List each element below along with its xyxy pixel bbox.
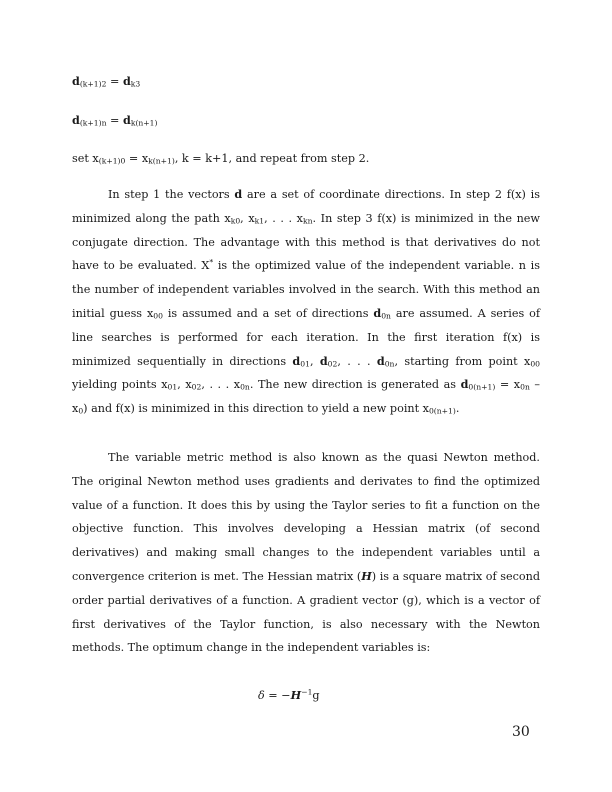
text: is the optimized value of the independent variable. n is the number of independent variables involved in the search. With this method an initial guess x [72,259,540,320]
text: – x [72,378,541,416]
equation-d-k1-2 [72,74,140,89]
text: ) is a square matrix of second order partial derivatives of a function. A gradient vector (g), which is a vector of first derivatives of the Taylor function, is also necessary with the Newton methods. The optimum change in the independent variables is: [72,569,540,655]
hessian-symbol: H [361,568,372,583]
subscript: 00 [530,359,541,369]
subscript: 01 [300,359,310,369]
subscript: k(n+1) [130,118,158,128]
subscript: (k+1)0 [98,156,126,166]
text: , k = k+1, and repeat from step 2. [174,152,370,165]
text: , x [177,378,192,392]
subscript: 0(n+1) [428,406,456,416]
vector-d: d [460,377,469,392]
vector-d: d [123,113,131,127]
equation-d-k1-n [72,113,158,128]
text: , . . . [337,354,377,368]
subscript: k(n+1) [148,156,175,166]
vector-d: d [72,113,80,127]
subscript: (k+1)n [79,118,107,128]
text: set x [72,152,99,165]
equals: = [106,114,123,127]
superscript: * [209,257,214,267]
vector-d: d [72,74,80,88]
equals: = [106,75,123,88]
subscript: 02 [191,382,202,392]
text: , [309,354,320,368]
text: , x [240,211,255,225]
subscript: 0(n+1) [468,382,496,392]
text: In step 1 the vectors [108,188,235,201]
subscript: 0n [384,359,395,369]
text: , . . . x [201,378,241,392]
text: The variable metric method is also known as the quasi Newton method. The original Newton method uses gradients and derivates to find the optimized value of a function. It does this by using the Taylor series to fit a function on the objective function. This involves developing a Hessian matrix (of second derivatives) and making small changes to the independent variables until a convergence criterion is met. The Hessian matrix ( [72,451,540,583]
text: . [455,402,460,416]
text: ) and f(x) is minimized in this direction to yield a new point x [83,402,429,416]
subscript: k1 [254,216,265,226]
text: , starting from point x [394,354,531,368]
subscript: 01 [167,382,178,392]
subscript: 0 [78,406,84,416]
page-number: 30 [512,724,530,740]
vector-d: d [376,353,385,368]
vector-d: d [292,353,301,368]
text: = x [495,378,521,392]
paragraph-powell-method [72,183,540,421]
set-x-instruction [72,152,369,166]
vector-d: d [319,353,328,368]
paragraph-variable-metric-method [72,446,540,660]
subscript: 0n [381,311,391,321]
text: are a set of coordinate directions. In step 2 f(x) is minimized along the path x [72,188,540,225]
hessian-symbol: H [290,688,302,702]
text: yielding points x [72,378,168,392]
subscript: 0n [240,382,250,392]
vector-d: d [122,74,131,88]
subscript: 02 [327,359,338,369]
delta-symbol: δ [258,689,265,702]
subscript: 00 [153,311,163,321]
equals-minus: = − [264,689,291,702]
subscript: k0 [230,216,241,226]
subscript: kn [303,216,313,226]
text: is assumed and a set of directions [162,306,374,320]
newton-step-equation [258,688,320,702]
vector-d: d [373,305,382,320]
inverse-superscript: −1 [301,687,313,697]
text: are assumed. A series of line searches is performed for each iteration. In the first iteration f(x) is minimized sequentially in directions [72,306,540,368]
subscript: (k+1)2 [79,79,107,89]
subscript: 0n [520,382,530,392]
text: , . . . x [264,211,303,225]
subscript: k3 [130,79,141,89]
text: . The new direction is generated as [249,378,461,392]
text: . In step 3 f(x) is minimized in the new conjugate direction. The advantage with this method is that derivatives do not have to be evaluated. X [72,211,540,273]
text: = x [125,152,149,165]
gradient-symbol: g [312,689,320,702]
vector-d: d [234,187,243,201]
